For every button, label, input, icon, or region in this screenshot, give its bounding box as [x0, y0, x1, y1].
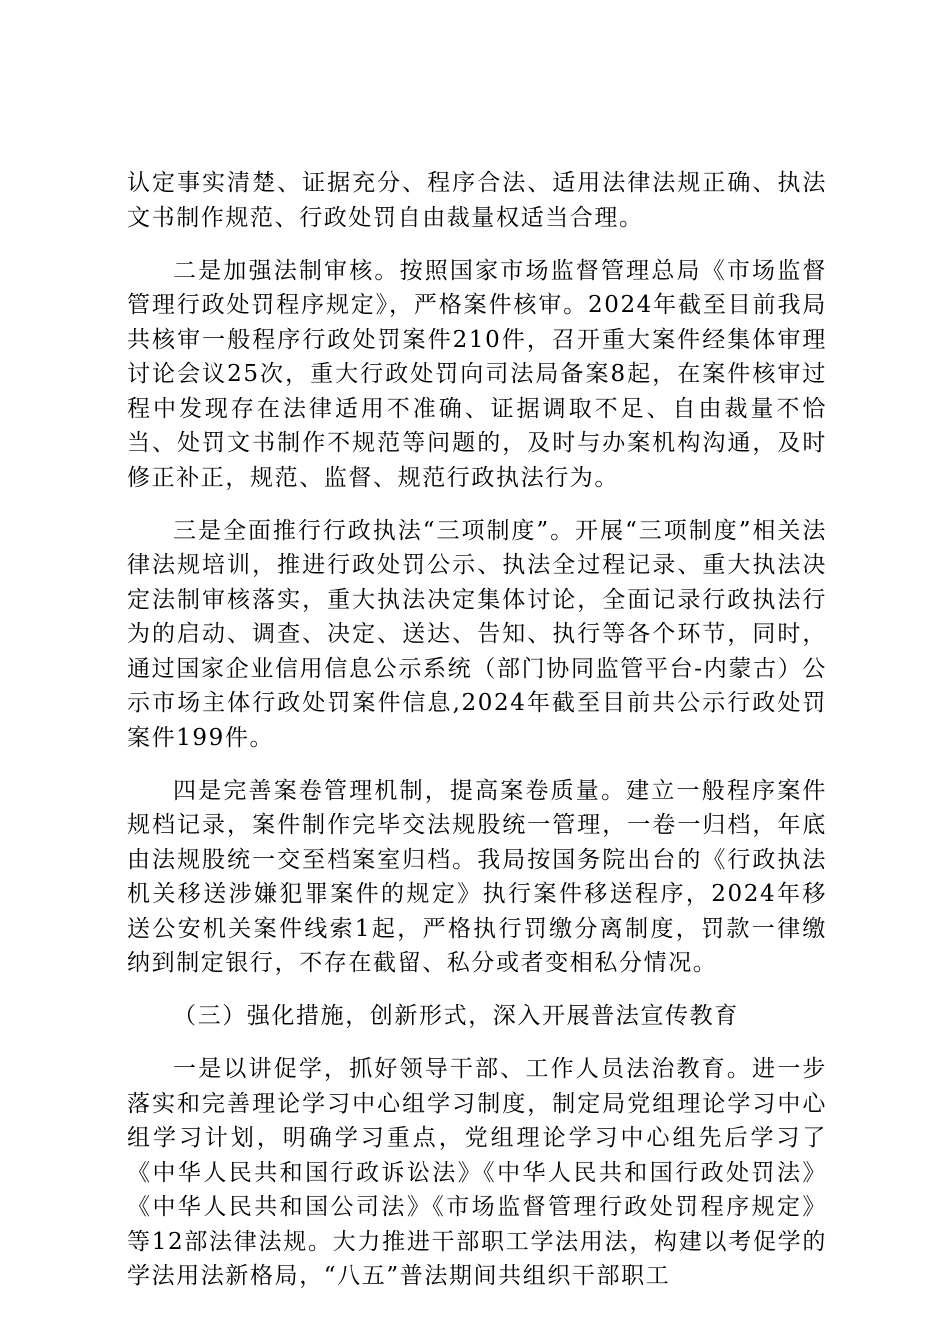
paragraph-three-systems: 三是全面推行行政执法“三项制度”。开展“三项制度”相关法律法规培训，推进行政处罚公示、执法全过程记录、重大执法决定法制审核落实，重大执法决定集体讨论，全面记录行政执法行为的启动、调查、决定、送达、告知、执行等各个环节，同时，通过国家企业信用信息公示系统（部门协同监管平台-内蒙古）公示市场主体行政处罚案件信息,2024年截至目前共公示行政处罚案件199件。 [127, 517, 827, 751]
paragraph-legal-review: 二是加强法制审核。按照国家市场监督管理总局《市场监督管理行政处罚程序规定》，严格案件核审。2024年截至目前我局共核审一般程序行政处罚案件210件，召开重大案件经集体审理讨论会议25次，重大行政处罚向司法局备案8起，在案件核审过程中发现存在法律适用不准确、证据调取不足、自由裁量不恰当、处罚文书制作不规范等问题的，及时与办案机构沟通，及时修正补正，规范、监督、规范行政执法行为。 [127, 257, 827, 491]
paragraph-legal-education: 一是以讲促学，抓好领导干部、工作人员法治教育。进一步落实和完善理论学习中心组学习制度，制定局党组理论学习中心组学习计划，明确学习重点，党组理论学习中心组先后学习了《中华人民共和国行政诉讼法》《中华人民共和国行政处罚法》《中华人民共和国公司法》《市场监督管理行政处罚程序规定》等12部法律法规。大力推进干部职工学法用法，构建以考促学的学法用法新格局，“八五”普法期间共组织干部职工 [127, 1056, 827, 1289]
section-heading: （三）强化措施，创新形式，深入开展普法宣传教育 [173, 1003, 739, 1029]
paragraph-case-file-management: 四是完善案卷管理机制，提高案卷质量。建立一般程序案件规档记录，案件制作完毕交法规股统一管理，一卷一归档，年底由法规股统一交至档案室归档。我局按国务院出台的《行政执法机关移送涉嫌犯罪案件的规定》执行案件移送程序，2024年移送公安机关案件线索1起，严格执行罚缴分离制度，罚款一律缴纳到制定银行，不存在截留、私分或者变相私分情况。 [127, 777, 827, 976]
document-body [127, 166, 827, 1312]
paragraph-continuation: 认定事实清楚、证据充分、程序合法、适用法律法规正确、执法文书制作规范、行政处罚自由裁量权适当合理。 [127, 170, 827, 231]
